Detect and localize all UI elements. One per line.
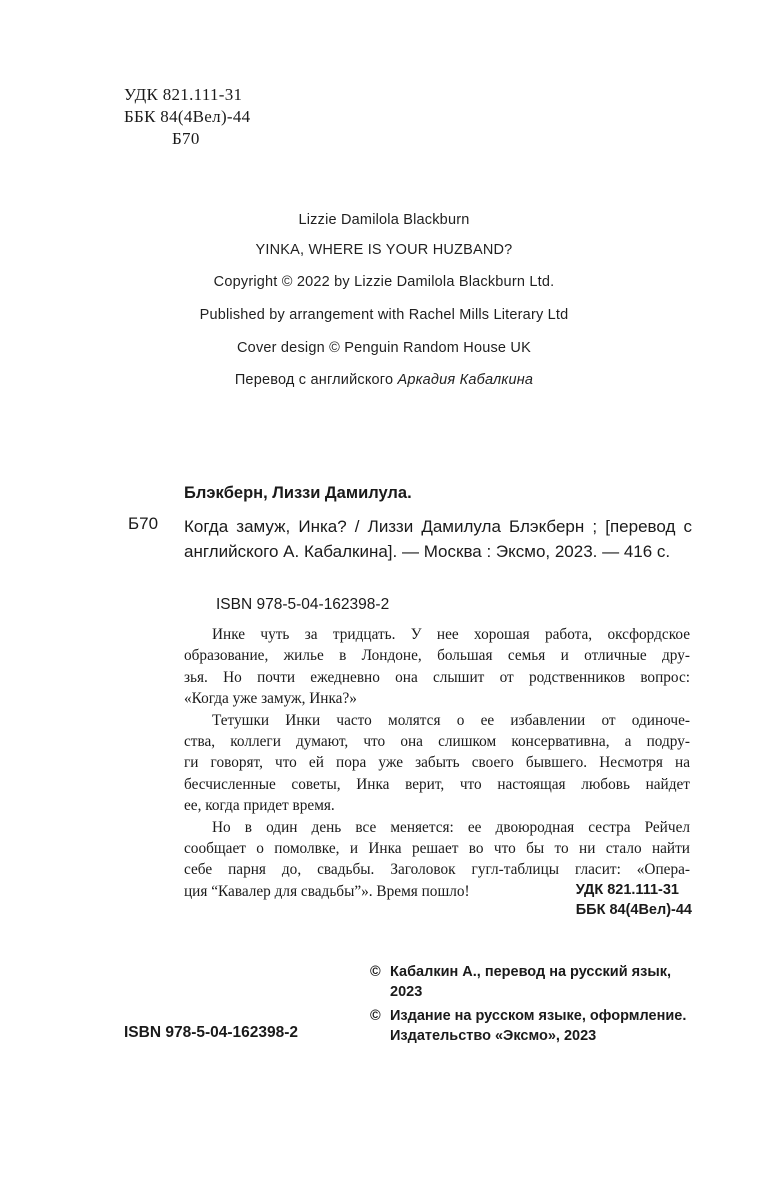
classification-top — [124, 84, 250, 150]
translation-line — [0, 372, 768, 388]
copyright-line: Copyright © 2022 by Lizzie Damilola Blackburn Ltd. — [213, 274, 555, 290]
original-title: YINKA, WHERE IS YOUR HUZBAND? — [255, 242, 513, 258]
copyright-symbol: © — [370, 1008, 381, 1024]
annotation-line: Но в один день все меняется: ее двоюродная сестра Рейчел — [212, 818, 690, 836]
bbk-code: ББК 84(4Вел)-44 — [124, 107, 251, 126]
copyright-notices — [370, 962, 700, 1050]
annotation-line: ги говорят, что ей пора уже забыть своего бывшего. Несмотря на — [184, 754, 690, 772]
copyright-symbol: © — [370, 964, 381, 980]
annotation-paragraph-1 — [184, 624, 690, 710]
annotation-paragraph-2 — [184, 710, 690, 817]
translation-copyright-year: 2023 — [390, 984, 423, 1000]
annotation-line: образование, жилье в Лондоне, большая семья и отличные дру- — [184, 647, 690, 665]
translation-prefix: Перевод с английского — [234, 372, 394, 388]
record-description: Когда замуж, Инка? / Лиззи Дамилула Блэкберн ; [перевод с английского А. Кабалкина]. — Москва : Эксмо, 2023. — 416 с. — [184, 517, 692, 561]
bbk-code-bottom: ББК 84(4Вел)-44 — [575, 902, 692, 918]
udk-code-bottom: УДК 821.111-31 — [575, 882, 679, 898]
cover-design-line: Cover design © Penguin Random House UK — [237, 340, 531, 356]
annotation-line: Тетушки Инки часто молятся о ее избавлении от одиноче- — [212, 711, 690, 729]
annotation — [184, 624, 690, 902]
arrangement-line: Published by arrangement with Rachel Mills Literary Ltd — [199, 307, 569, 323]
translation-copyright-line: Кабалкин А., перевод на русский язык, — [390, 964, 672, 980]
edition-copyright-line: Издание на русском языке, оформление. — [390, 1008, 687, 1024]
author-heading: Блэкберн, Лиззи Дамилула. — [184, 484, 412, 502]
author-mark: Б70 — [172, 129, 200, 148]
udk-code: УДК 821.111-31 — [124, 85, 243, 104]
annotation-line: бесчисленные советы, Инка верит, что настоящая любовь найдет — [184, 775, 690, 793]
classification-bottom — [576, 880, 692, 920]
original-author: Lizzie Damilola Blackburn — [298, 212, 470, 228]
annotation-line: ства, коллеги думают, что она слишком консервативна, а подру- — [184, 733, 690, 751]
translation-copyright — [370, 962, 700, 1002]
publisher-line: Издательство «Эксмо», 2023 — [390, 1028, 597, 1044]
annotation-line: сообщает о помолвке, и Инка решает во что бы то ни стало найти — [184, 840, 690, 858]
annotation-line: себе парня до, свадьбы. Заголовок гугл-таблицы гласит: «Опера- — [184, 861, 690, 879]
record-author-mark: Б70 — [128, 514, 159, 533]
edition-copyright — [370, 1006, 700, 1046]
translator-name: Аркадия Кабалкина — [397, 372, 534, 388]
annotation-line: ция “Кавалер для свадьбы”». Время пошло! — [184, 882, 470, 900]
record-isbn: ISBN 978-5-04-162398-2 — [216, 596, 390, 613]
annotation-line: «Когда уже замуж, Инка?» — [184, 690, 357, 708]
isbn-bottom: ISBN 978-5-04-162398-2 — [124, 1024, 299, 1041]
annotation-line: зья. Но почти ежедневно она слышит от родственников вопрос: — [184, 668, 690, 686]
annotation-line: Инке чуть за тридцать. У нее хорошая работа, оксфордское — [212, 626, 690, 643]
annotation-line: ее, когда придет время. — [184, 797, 335, 815]
